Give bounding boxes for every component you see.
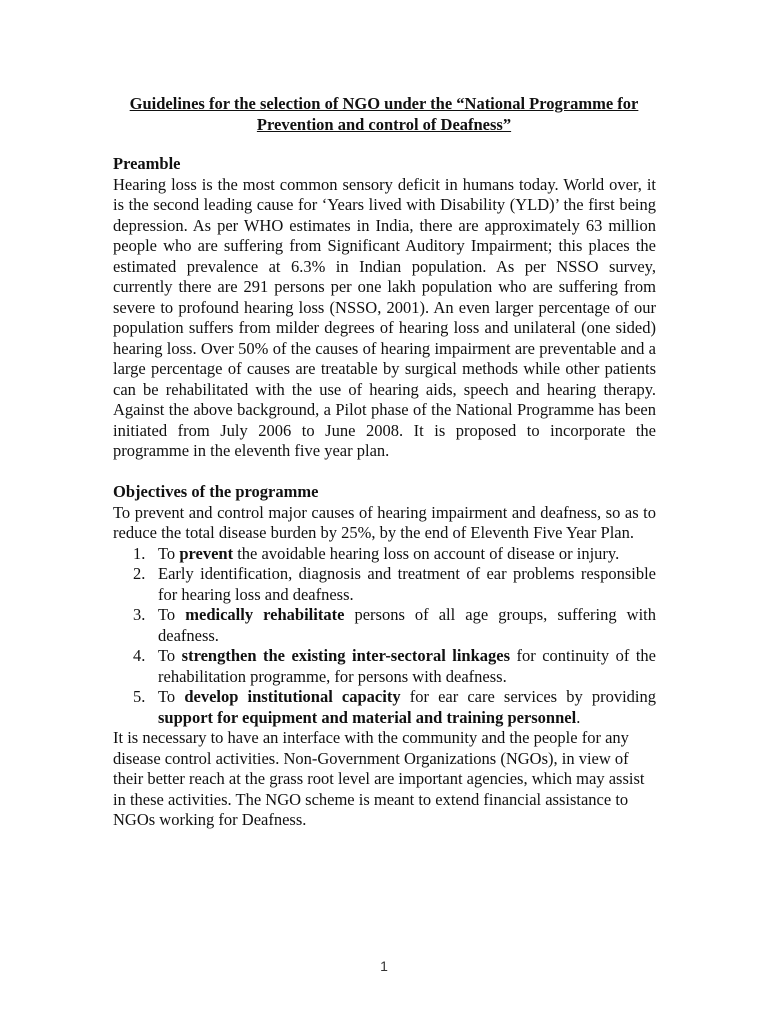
objective-text: To <box>158 605 186 624</box>
objective-text: Early identification, diagnosis and treatment of ear problems responsible for hearing loss and deafness. <box>158 564 656 604</box>
objective-item <box>113 687 656 728</box>
objective-emphasis: medically rehabilitate <box>185 605 345 624</box>
objective-emphasis: strengthen the existing inter-sectoral linkages <box>181 646 511 665</box>
objectives-list <box>113 544 656 729</box>
objective-item <box>113 646 656 687</box>
closing-paragraph: It is necessary to have an interface with the community and the people for any disease control activities. Non-Government Organizations (NGOs), in view of their better reach at the grass root level are important agencies, which may assist in these activities. The NGO scheme is meant to extend financial assistance to NGOs working for Deafness. <box>113 728 645 829</box>
objective-text: To <box>158 687 185 706</box>
page-number: 1 <box>380 958 388 974</box>
objective-number: 2. <box>133 564 146 583</box>
objective-text: for continuity of the rehabilitation programme, for persons with deafness. <box>158 646 656 686</box>
objective-text: To <box>158 646 182 665</box>
objective-emphasis: develop institutional capacity <box>184 687 401 706</box>
document-title: Guidelines for the selection of NGO under the “National Programme for Prevention and control of Deafness” <box>129 94 639 134</box>
objective-item <box>113 564 656 605</box>
objective-item <box>113 544 656 565</box>
preamble-paragraph: Hearing loss is the most common sensory deficit in humans today. World over, it is the second leading cause for ‘Years lived with Disability (YLD)’ the first being depression. As per WHO estimates in India, there are approximately 63 million people who are suffering from Significant Auditory Impairment; this places the estimated prevalence at 6.3% in Indian population. As per NSSO survey, currently there are 291 persons per one lakh population who are suffering from severe to profound hearing loss (NSSO, 2001). An even larger percentage of our population suffers from milder degrees of hearing loss and unilateral (one sided) hearing loss. Over 50% of the causes of hearing impairment are preventable and a large percentage of causes are treatable by surgical methods while other patients can be rehabilitated with the use of hearing aids, speech and hearing therapy. Against the above background, a Pilot phase of the National Programme has been initiated from July 2006 to June 2008. It is proposed to incorporate the programme in the eleventh five year plan. <box>113 174 656 460</box>
objective-emphasis: support for equipment and material and training personnel <box>158 707 577 727</box>
document-body <box>113 154 656 831</box>
objective-text: . <box>576 707 581 727</box>
objective-number: 1. <box>133 543 146 563</box>
objective-emphasis: prevent <box>179 543 234 563</box>
objective-text: persons of all age groups, suffering with deafness. <box>158 605 657 645</box>
objective-item <box>113 605 656 646</box>
objective-number: 4. <box>133 646 146 665</box>
objective-number: 3. <box>133 605 146 624</box>
objectives-intro: To prevent and control major causes of hearing impairment and deafness, so as to reduce the total disease burden by 25%, by the end of Eleventh Five Year Plan. <box>113 502 656 542</box>
objective-text: the avoidable hearing loss on account of disease or injury. <box>233 543 620 563</box>
section-spacer <box>113 462 656 483</box>
objectives-heading: Objectives of the programme <box>113 482 319 501</box>
objective-text: To <box>158 543 180 563</box>
preamble-heading: Preamble <box>113 154 181 173</box>
objective-text: for ear care services by providing <box>400 687 656 706</box>
objective-number: 5. <box>133 687 146 706</box>
